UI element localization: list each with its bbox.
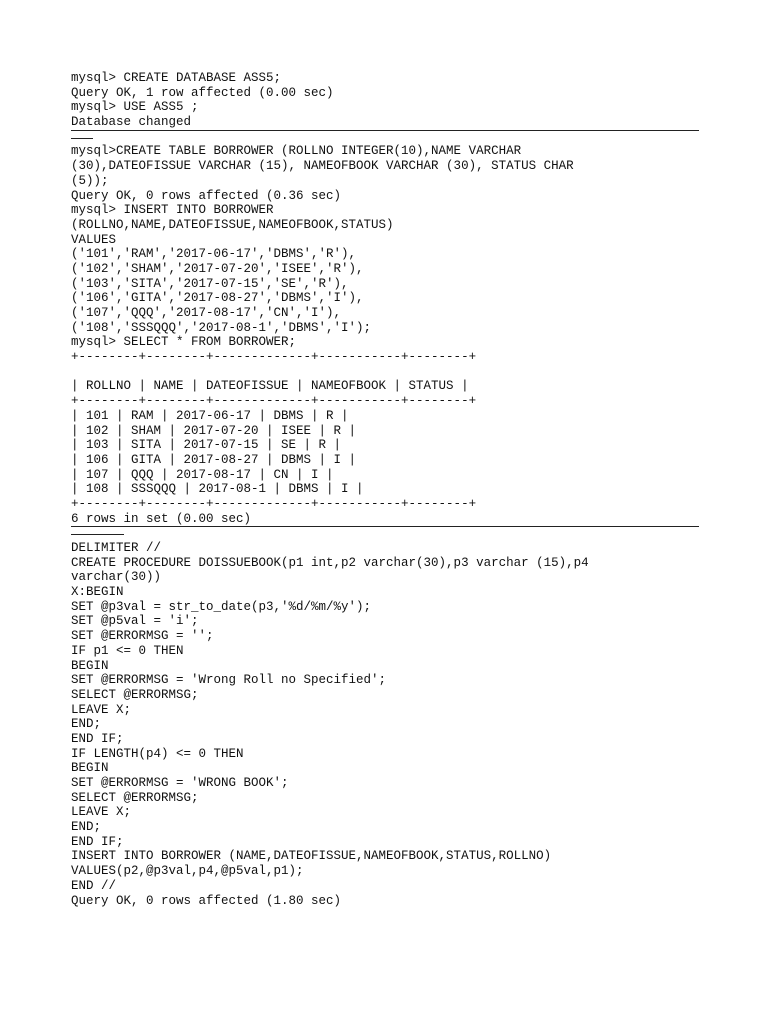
- section-borrower-table: [71, 144, 699, 526]
- table-row-line: | 107 | QQQ | 2017-08-17 | CN | I |: [71, 467, 334, 482]
- text-line: mysql>CREATE TABLE BORROWER (ROLLNO INTEGER(10),NAME VARCHAR: [71, 144, 522, 159]
- text-line: LEAVE X;: [71, 805, 132, 820]
- text-line: varchar(30)): [71, 570, 162, 585]
- table-header-line: | ROLLNO | NAME | DATEOFISSUE | NAMEOFBOOK | STATUS |: [71, 379, 469, 394]
- text-line: ('102','SHAM','2017-07-20','ISEE','R'),: [71, 261, 364, 276]
- text-line: (ROLLNO,NAME,DATEOFISSUE,NAMEOFBOOK,STATUS): [71, 217, 394, 232]
- table-border-line: +--------+--------+-------------+-----------+--------+: [71, 394, 477, 409]
- text-line: END;: [71, 717, 102, 732]
- horizontal-rule: [71, 130, 699, 131]
- separator-rule: [71, 526, 699, 541]
- text-line: END //: [71, 878, 117, 893]
- text-line: (5));: [71, 173, 109, 188]
- text-line: mysql> USE ASS5 ;: [71, 100, 199, 115]
- text-line: SET @ERRORMSG = 'WRONG BOOK';: [71, 776, 289, 790]
- text-line: SET @ERRORMSG = '';: [71, 629, 214, 644]
- text-line: ('103','SITA','2017-07-15','SE','R'),: [71, 276, 349, 291]
- text-line: SET @p3val = str_to_date(p3,'%d/%m/%y');: [71, 599, 372, 614]
- table-row-line: | 108 | SSSQQQ | 2017-08-1 | DBMS | I |: [71, 482, 364, 497]
- text-line: Query OK, 0 rows affected (1.80 sec): [71, 893, 342, 908]
- text-line: INSERT INTO BORROWER (NAME,DATEOFISSUE,NAMEOFBOOK,STATUS,ROLLNO): [71, 849, 552, 864]
- text-line: DELIMITER //: [71, 541, 162, 555]
- text-line: Database changed: [71, 115, 192, 130]
- text-line: VALUES(p2,@p3val,p4,@p5val,p1);: [71, 864, 304, 879]
- text-line: IF LENGTH(p4) <= 0 THEN: [71, 746, 244, 761]
- rule-underscore: [71, 138, 93, 139]
- table-border-line: +--------+--------+-------------+-----------+--------+: [71, 350, 477, 365]
- text-line: X:BEGIN: [71, 585, 124, 600]
- text-line: CREATE PROCEDURE DOISSUEBOOK(p1 int,p2 varchar(30),p3 varchar (15),p4: [71, 555, 589, 570]
- text-line: END IF;: [71, 731, 124, 746]
- text-line: SET @p5val = 'i';: [71, 614, 199, 629]
- table-row-line: | 101 | RAM | 2017-06-17 | DBMS | R |: [71, 408, 349, 423]
- text-line: VALUES: [71, 232, 117, 247]
- rule-underscore: [71, 534, 124, 535]
- text-line: SET @ERRORMSG = 'Wrong Roll no Specified';: [71, 673, 387, 688]
- section-procedure: [71, 541, 699, 908]
- text-line: SELECT @ERRORMSG;: [71, 790, 199, 805]
- blank-line: [71, 365, 699, 380]
- text-line: BEGIN: [71, 658, 109, 673]
- table-row-line: | 102 | SHAM | 2017-07-20 | ISEE | R |: [71, 423, 357, 438]
- separator-rule: [71, 130, 699, 145]
- text-line: ('107','QQQ','2017-08-17','CN','I'),: [71, 306, 342, 320]
- table-row-line: | 103 | SITA | 2017-07-15 | SE | R |: [71, 438, 342, 453]
- text-line: mysql> INSERT INTO BORROWER: [71, 203, 274, 218]
- text-line: ('108','SSSQQQ','2017-08-1','DBMS','I');: [71, 320, 372, 335]
- text-line: mysql> CREATE DATABASE ASS5;: [71, 71, 282, 85]
- document-page: [71, 71, 699, 908]
- text-line: BEGIN: [71, 761, 109, 776]
- text-line: (30),DATEOFISSUE VARCHAR (15), NAMEOFBOOK VARCHAR (30), STATUS CHAR: [71, 159, 574, 174]
- text-line: Query OK, 1 row affected (0.00 sec): [71, 85, 334, 100]
- text-line: SELECT @ERRORMSG;: [71, 687, 199, 702]
- text-line: END IF;: [71, 834, 124, 849]
- text-line: Query OK, 0 rows affected (0.36 sec): [71, 188, 342, 203]
- text-line: ('106','GITA','2017-08-27','DBMS','I'),: [71, 291, 364, 306]
- text-line: END;: [71, 820, 102, 835]
- table-border-line: +--------+--------+-------------+-----------+--------+: [71, 496, 477, 511]
- horizontal-rule: [71, 526, 699, 527]
- text-line: 6 rows in set (0.00 sec): [71, 511, 252, 526]
- text-line: mysql> SELECT * FROM BORROWER;: [71, 335, 297, 350]
- section-create-database: [71, 71, 699, 130]
- text-line: LEAVE X;: [71, 702, 132, 717]
- text-line: ('101','RAM','2017-06-17','DBMS','R'),: [71, 247, 357, 262]
- table-row-line: | 106 | GITA | 2017-08-27 | DBMS | I |: [71, 452, 357, 467]
- text-line: IF p1 <= 0 THEN: [71, 643, 184, 658]
